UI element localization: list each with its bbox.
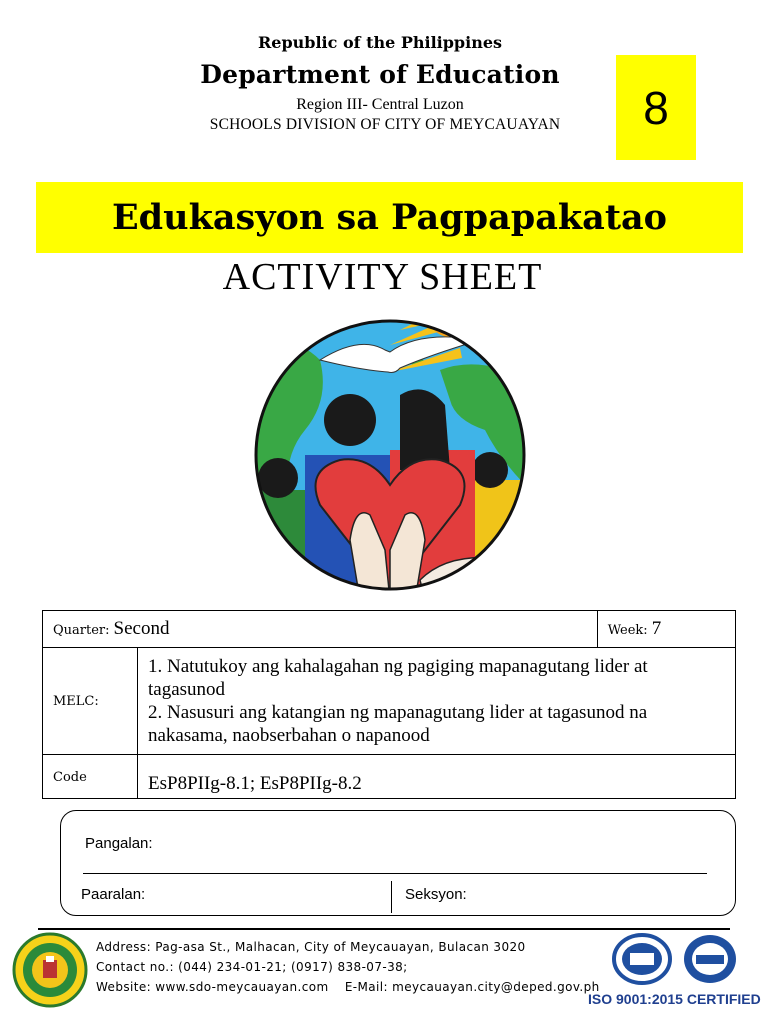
code-label-cell: [43, 755, 138, 799]
quarter-value: Second: [113, 618, 170, 639]
republic-text: Republic of the Philippines: [257, 33, 503, 52]
code-row: [43, 755, 736, 799]
form-divider: [391, 881, 392, 913]
melc-item-2: 2. Nasusuri ang katangian ng mapanagutang lider at tagasunod na nakasama, naobserbahan o napanood: [148, 702, 648, 746]
subject-title: Edukasyon sa Pagpapakatao: [111, 197, 668, 238]
school-label: Paaralan:: [81, 886, 146, 903]
dqs-cert-icon: [612, 933, 672, 985]
info-table: [42, 610, 736, 799]
melc-row: [43, 648, 736, 755]
cover-illustration: [250, 310, 530, 600]
grade-badge: 8: [616, 55, 696, 160]
name-label: Pangalan:: [85, 835, 153, 852]
week-value: 7: [651, 618, 662, 639]
quarter-label: Quarter:: [53, 623, 110, 638]
melc-item-1: 1. Natutukoy ang kahalagahan ng pagiging mapanagutang lider at tagasunod: [148, 656, 648, 700]
melc-label-cell: [43, 648, 138, 755]
iso-certified-text: ISO 9001:2015 CERTIFIED: [588, 991, 761, 1007]
section-label: Seksyon:: [405, 886, 467, 903]
division-seal-logo: [12, 932, 88, 1008]
code-label: Code: [53, 769, 87, 785]
footer-website: [96, 980, 600, 994]
melc-label: MELC:: [53, 694, 99, 709]
department-title: Department of Education: [200, 60, 560, 89]
division-text: SCHOOLS DIVISION OF CITY OF MEYCAUAYAN: [209, 116, 561, 133]
footer-address: Address: Pag-asa St., Malhacan, City of Meycauayan, Bulacan 3020: [96, 940, 526, 954]
region-text: Region III- Central Luzon: [296, 96, 464, 113]
quarter-cell: [43, 611, 598, 648]
week-cell: [597, 611, 735, 648]
email-text: E-Mail: meycauayan.city@deped.gov.ph: [344, 980, 600, 994]
website-text: Website: www.sdo-meycauayan.com: [96, 980, 329, 994]
footer-contact: Contact no.: (044) 234-01-21; (0917) 838-07-38;: [96, 960, 408, 974]
iqnet-cert-icon: [682, 933, 738, 985]
week-label: Week:: [607, 623, 648, 638]
quarter-week-row: [43, 611, 736, 648]
subject-banner: [36, 182, 743, 253]
activity-sheet-title: ACTIVITY SHEET: [222, 256, 543, 298]
footer-divider: [38, 928, 730, 930]
student-info-box: [60, 810, 736, 916]
melc-content: [138, 648, 736, 755]
name-line: [83, 873, 707, 874]
code-value: EsP8PIIg-8.1; EsP8PIIg-8.2: [138, 755, 736, 799]
